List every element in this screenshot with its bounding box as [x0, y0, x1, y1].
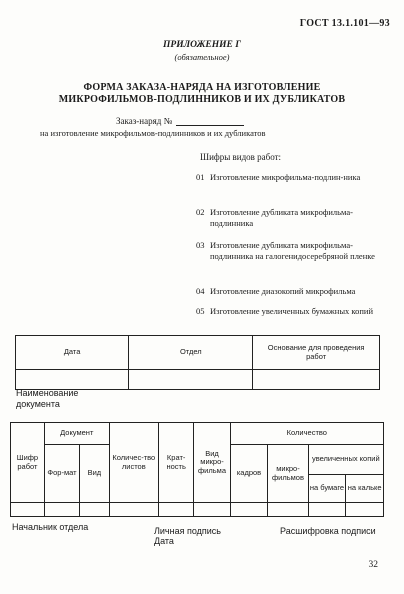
form-title-line-1: ФОРМА ЗАКАЗА-НАРЯДА НА ИЗГОТОВЛЕНИЕ: [83, 82, 321, 93]
personal-signature-label: Личная подпись: [154, 526, 221, 536]
order-number-label: Заказ-наряд №: [116, 116, 173, 126]
work-details-table: [10, 422, 384, 517]
table-cell[interactable]: [11, 503, 45, 517]
work-codes-heading: Шифры видов работ:: [200, 152, 282, 162]
enlarged-copies-header: увеличенных копий: [308, 445, 383, 475]
microfilms-header: микро-фильмов: [268, 445, 308, 503]
quantity-header: Количество: [230, 423, 383, 445]
document-header: Документ: [44, 423, 109, 445]
signature-decoding-label: Расшифровка подписи: [280, 526, 376, 536]
table-cell[interactable]: [80, 503, 110, 517]
work-code-item: [196, 306, 396, 330]
basis-cell[interactable]: [253, 370, 380, 390]
sheet-count-header: Количес-тво листов: [109, 423, 158, 503]
format-header: Фор-мат: [44, 445, 79, 503]
table-cell[interactable]: [230, 503, 268, 517]
microfilm-type-header: Вид микро-фильма: [194, 423, 230, 503]
appendix-title: ПРИЛОЖЕНИЕ Г: [163, 40, 241, 50]
department-cell[interactable]: [129, 370, 253, 390]
order-header-table: [15, 335, 380, 390]
order-subtitle: на изготовление микрофильмов-подлинников и их дубликатов: [40, 128, 266, 138]
form-title-line-2: МИКРОФИЛЬМОВ-ПОДЛИННИКОВ И ИХ ДУБЛИКАТОВ: [58, 94, 346, 105]
work-code-item: [196, 286, 396, 298]
date-header: Дата: [16, 336, 129, 370]
basis-header: Основание для проведения работ: [253, 336, 380, 370]
reduction-header: Крат-ность: [158, 423, 193, 503]
work-code-header: Шифр работ: [11, 423, 45, 503]
standard-number: ГОСТ 13.1.101—93: [299, 18, 390, 29]
work-code-text: Изготовление микрофильма-подлин-ника: [210, 172, 361, 182]
work-code-number: 03: [196, 240, 205, 250]
table-cell[interactable]: [44, 503, 79, 517]
date-label: Дата: [154, 536, 174, 546]
order-number-blank: [176, 116, 244, 126]
table-cell[interactable]: [158, 503, 193, 517]
table-cell[interactable]: [346, 503, 384, 517]
work-code-number: 01: [196, 172, 205, 182]
work-code-text: Изготовление диазокопий микрофильма: [210, 286, 356, 296]
appendix-subtitle: (обязательное): [174, 52, 230, 62]
work-code-item: [196, 172, 396, 196]
date-cell[interactable]: [16, 370, 129, 390]
document-name-label: Наименование документа: [16, 388, 79, 409]
work-code-text: Изготовление дубликата микрофильма-подлинника на галогенидосеребряной пленке: [210, 240, 375, 261]
table-cell[interactable]: [194, 503, 230, 517]
table-cell[interactable]: [268, 503, 308, 517]
type-header: Вид: [80, 445, 110, 503]
work-code-number: 04: [196, 286, 205, 296]
work-code-text: Изготовление дубликата микрофильма-подлинника: [210, 207, 353, 228]
work-code-text: Изготовление увеличенных бумажных копий: [210, 306, 374, 316]
on-paper-header: на бумаге: [308, 475, 346, 503]
frames-header: кадров: [230, 445, 268, 503]
department-header: Отдел: [129, 336, 253, 370]
table-cell[interactable]: [308, 503, 346, 517]
work-code-number: 02: [196, 207, 205, 217]
work-code-number: 05: [196, 306, 205, 316]
head-of-department-label: Начальник отдела: [12, 522, 89, 532]
page-number: 32: [368, 560, 378, 570]
work-code-item: [196, 207, 396, 231]
work-code-item: [196, 240, 396, 276]
order-number-line: [116, 116, 244, 126]
on-tracing-header: на кальке: [346, 475, 384, 503]
table-cell[interactable]: [109, 503, 158, 517]
